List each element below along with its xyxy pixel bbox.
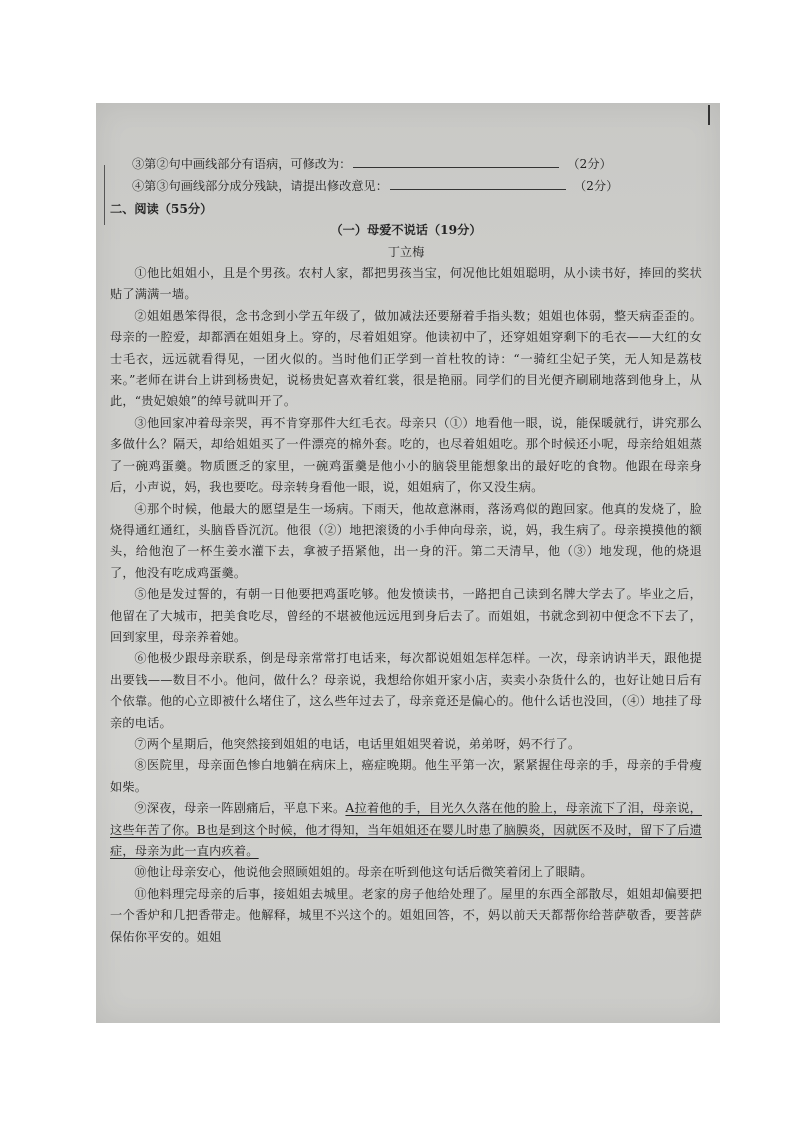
question-4-score: （2分） — [573, 179, 619, 194]
article-title: （一）母爱不说话（19分） — [330, 223, 482, 238]
paragraph-2: ②姐姐愚笨得很，念书念到小学五年级了，做加减法还要掰着手指头数；姐姐也体弱，整天病歪歪的。母亲的一腔爱，却都洒在姐姐身上。穿的，尽着姐姐穿。他读初中了，还穿姐姐穿剩下的毛衣——大红的女士毛衣，远远就看得见，一团火似的。当时他们正学到一首杜牧的诗：“一骑红尘妃子笑，无人知是荔枝来。”老师在讲台上讲到杨贵妃，说杨贵妃喜欢着红裳，很是艳丽。同学们的目光便齐刷刷地落到他身上，从此，“贵妃娘娘”的绰号就叫开了。 — [110, 308, 702, 409]
page-edge-mark — [708, 105, 710, 125]
question-4 — [110, 175, 702, 197]
paragraph-9-underlined: A拉着他的手，目光久久落在他的脸上，母亲流下了泪，母亲说，这些年苦了你。B也是到这个时候，他才得知，当年姐姐还在婴儿时患了脑膜炎，因就医不及时，留下了后遗症，母亲为此一直内疚着。 — [110, 801, 702, 858]
question-3 — [110, 153, 702, 175]
answer-blank-3[interactable] — [353, 153, 559, 168]
paragraph-10: ⑩他让母亲安心，他说他会照顾姐姐的。母亲在听到他这句话后微笑着闭上了眼睛。 — [134, 865, 593, 880]
scanned-page — [96, 103, 720, 1023]
margin-line — [104, 165, 105, 225]
question-3-text: ③第②句中画线部分有语病，可修改为： — [132, 157, 352, 171]
paragraph-3: ③他回家冲着母亲哭，再不肯穿那件大红毛衣。母亲只（①）地看他一眼，说，能保暖就行，讲究那么多做什么？隔天，却给姐姐买了一件漂亮的棉外套。吃的，也尽着姐姐吃。那个时候还小呢，母亲给姐姐蒸了一碗鸡蛋羹。物质匮乏的家里，一碗鸡蛋羹是他小小的脑袋里能想象出的最好吃的食物。他跟在母亲身后，小声说，妈，我也要吃。母亲转身看他一眼，说，姐姐病了，你又没生病。 — [110, 415, 702, 495]
paragraph-9-lead: ⑨深夜，母亲一阵剧痛后，平息下来。 — [134, 801, 346, 816]
paragraph-11: ⑪他料理完母亲的后事，接姐姐去城里。老家的房子他给处理了。屋里的东西全部散尽，姐姐却偏要把一个香炉和几把香带走。他解释，城里不兴这个的。姐姐回答，不，妈以前天天都帮你给菩萨敬香，要菩萨保佑你平安的。姐姐 — [110, 886, 702, 944]
paragraph-4: ④那个时候，他最大的愿望是生一场病。下雨天，他故意淋雨，落汤鸡似的跑回家。他真的发烧了，脸烧得通红通红，头脑昏昏沉沉。他很（②）地把滚烫的小手伸向母亲，说，妈，我生病了。母亲摸摸他的额头，给他泡了一杯生姜水灌下去，拿被子捂紧他，出一身的汗。第二天清早，他（③）地发现，他的烧退了，他没有吃成鸡蛋羹。 — [110, 501, 702, 580]
paragraph-6: ⑥他极少跟母亲联系，倒是母亲常常打电话来，每次都说姐姐怎样怎样。一次，母亲讷讷半天，跟他提出要钱——数目不小。他问，做什么？母亲说，我想给你姐开家小店，卖卖小杂货什么的，也好让她日后有个依靠。他的心立即被什么堵住了，这么些年过去了，母亲竟还是偏心的。他什么话也没回，（④）地挂了母亲的电话。 — [110, 651, 702, 730]
paragraph-8: ⑧医院里，母亲面色惨白地躺在病床上，癌症晚期。他生平第一次，紧紧握住母亲的手，母亲的手骨瘦如柴。 — [110, 758, 702, 794]
paragraph-9 — [110, 798, 702, 862]
section-title: 二、阅读（55分） — [110, 201, 213, 216]
question-3-score: （2分） — [567, 157, 612, 171]
question-4-text: ④第③句画线部分成分残缺，请提出修改意见： — [132, 179, 388, 194]
article-author: 丁立梅 — [387, 244, 425, 259]
paragraph-5: ⑤他是发过誓的，有朝一日他要把鸡蛋吃够。他发愤读书，一路把自己读到名牌大学去了。毕业之后，他留在了大城市，把美食吃尽，曾经的不堪被他远远甩到身后去了。而姐姐，书就念到初中便念不下去了，回到家里，母亲养着她。 — [110, 587, 702, 644]
page-content — [110, 153, 702, 948]
answer-blank-4[interactable] — [390, 175, 566, 190]
paragraph-7: ⑦两个星期后，他突然接到姐姐的电话，电话里姐姐哭着说，弟弟呀，妈不行了。 — [134, 736, 581, 751]
paragraph-1: ①他比姐姐小，且是个男孩。农村人家，都把男孩当宝，何况他比姐姐聪明，从小读书好，捧回的奖状贴了满满一墙。 — [110, 266, 702, 302]
